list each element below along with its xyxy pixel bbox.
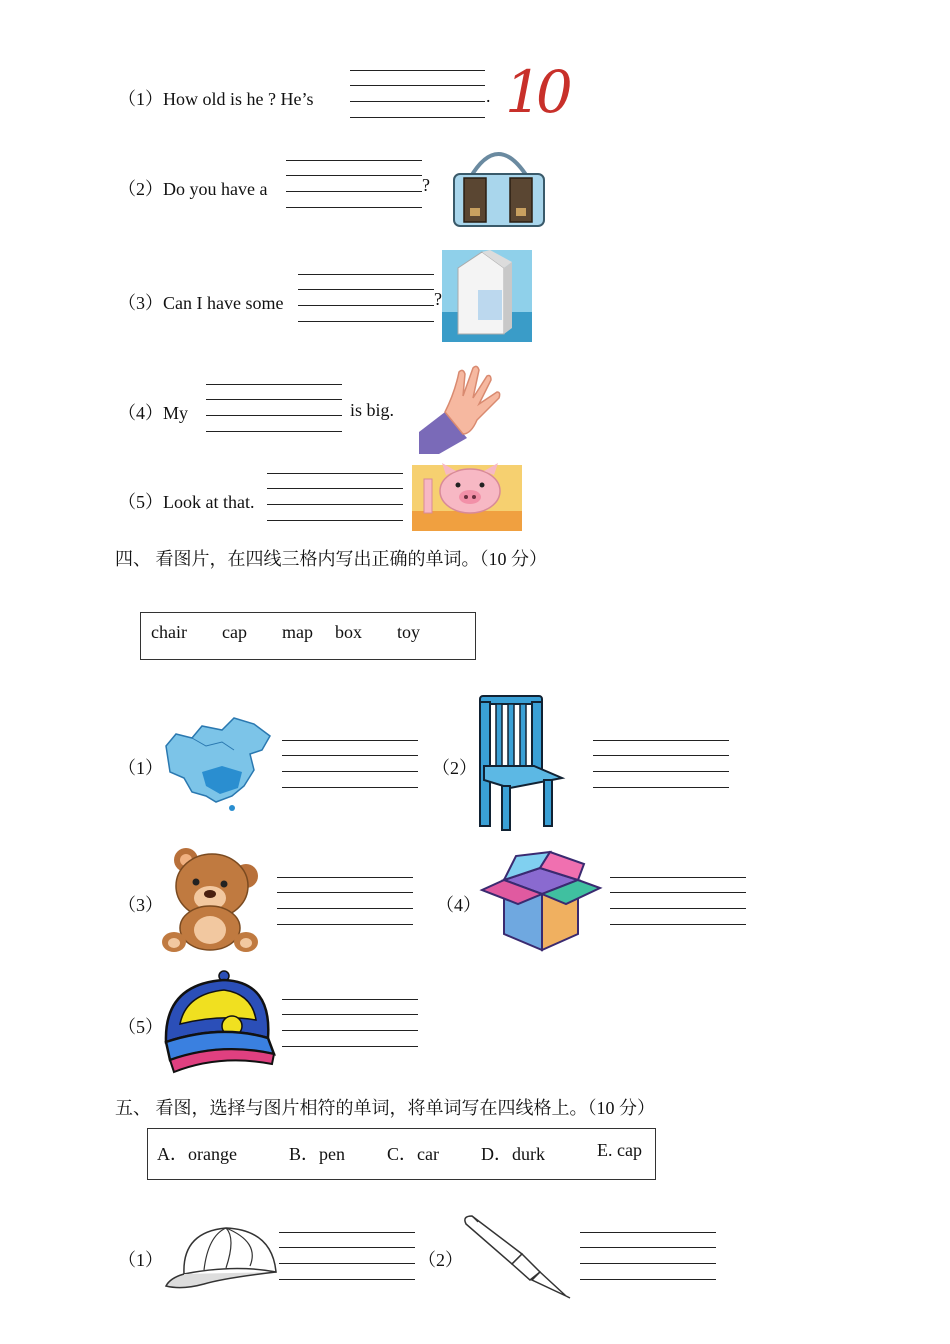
p4-q2-writing-lines[interactable]: [593, 740, 729, 788]
cap-icon: [160, 968, 276, 1080]
p4-q2-number: （2）: [432, 758, 477, 778]
milk-carton-icon: [442, 250, 532, 342]
q1-end-punct: .: [486, 86, 491, 106]
p4-q1-writing-lines[interactable]: [282, 740, 418, 788]
word-bank-item: chair: [151, 622, 187, 642]
q5-sentence: Look at that.: [163, 492, 255, 512]
p4-q3-number: （3）: [118, 895, 163, 915]
part5-heading: 五、 看图，选择与图片相符的单词，将单词写在四线格上。（10 分）: [115, 1098, 655, 1118]
option-item: E. cap: [597, 1140, 642, 1160]
teddy-bear-icon: [160, 846, 260, 956]
option-item: B．pen: [289, 1144, 345, 1164]
q2-writing-lines[interactable]: [286, 160, 422, 208]
q3-text: [118, 289, 283, 315]
q2-text: [118, 175, 267, 201]
p5-q1-writing-lines[interactable]: [279, 1232, 415, 1280]
q5-writing-lines[interactable]: [267, 473, 403, 521]
word-bank-item: cap: [222, 622, 247, 642]
part4-word-bank: [140, 612, 476, 660]
q2-number: （2）: [118, 179, 163, 199]
q3-number: （3）: [118, 293, 163, 313]
p5-q2-writing-lines[interactable]: [580, 1232, 716, 1280]
word-bank-item: toy: [397, 622, 421, 642]
q5-number: （5）: [118, 492, 163, 512]
chair-icon: [474, 694, 566, 834]
word-bank-item: box: [335, 622, 362, 642]
bag-icon: [448, 138, 550, 230]
p4-q4-writing-lines[interactable]: [610, 877, 746, 925]
map-icon: [162, 716, 274, 810]
q4-writing-lines[interactable]: [206, 384, 342, 432]
q3-end-punct: ?: [434, 289, 442, 309]
p4-q5-writing-lines[interactable]: [282, 999, 418, 1047]
q4-number: （4）: [118, 403, 163, 423]
p4-q3-writing-lines[interactable]: [277, 877, 413, 925]
p5-q1-number: （1）: [118, 1250, 163, 1270]
word-bank-item: map: [282, 622, 313, 642]
q1-text: [118, 85, 313, 111]
box-icon: [480, 850, 602, 954]
p5-q2-number: （2）: [418, 1250, 463, 1270]
option-item: C．car: [387, 1144, 439, 1164]
p4-q4-number: （4）: [436, 895, 481, 915]
part4-heading: 四、 看图片，在四线三格内写出正确的单词。（10 分）: [115, 549, 547, 569]
q2-sentence: Do you have a: [163, 179, 268, 199]
hand-icon: [415, 362, 505, 454]
option-item: D．durk: [481, 1144, 545, 1164]
part5-option-box: [147, 1128, 656, 1180]
cap-outline-icon: [164, 1224, 278, 1292]
p4-q1-number: （1）: [118, 758, 163, 778]
option-item: A．orange: [157, 1144, 237, 1164]
q1-number: （1）: [118, 89, 163, 109]
q4-text: [118, 399, 188, 425]
q5-text: [118, 488, 254, 514]
p4-q5-number: （5）: [118, 1017, 163, 1037]
q1-writing-lines[interactable]: [350, 70, 485, 118]
q1-sentence: How old is he ? He’s: [163, 89, 314, 109]
q2-end-punct: ?: [422, 175, 430, 195]
q4-end-text: is big.: [350, 400, 395, 420]
q4-sentence: My: [163, 403, 189, 423]
pen-outline-icon: [462, 1214, 572, 1300]
q3-writing-lines[interactable]: [298, 274, 434, 322]
pig-icon: [412, 465, 522, 531]
ten-picture: 10: [505, 58, 567, 126]
q3-sentence: Can I have some: [163, 293, 284, 313]
